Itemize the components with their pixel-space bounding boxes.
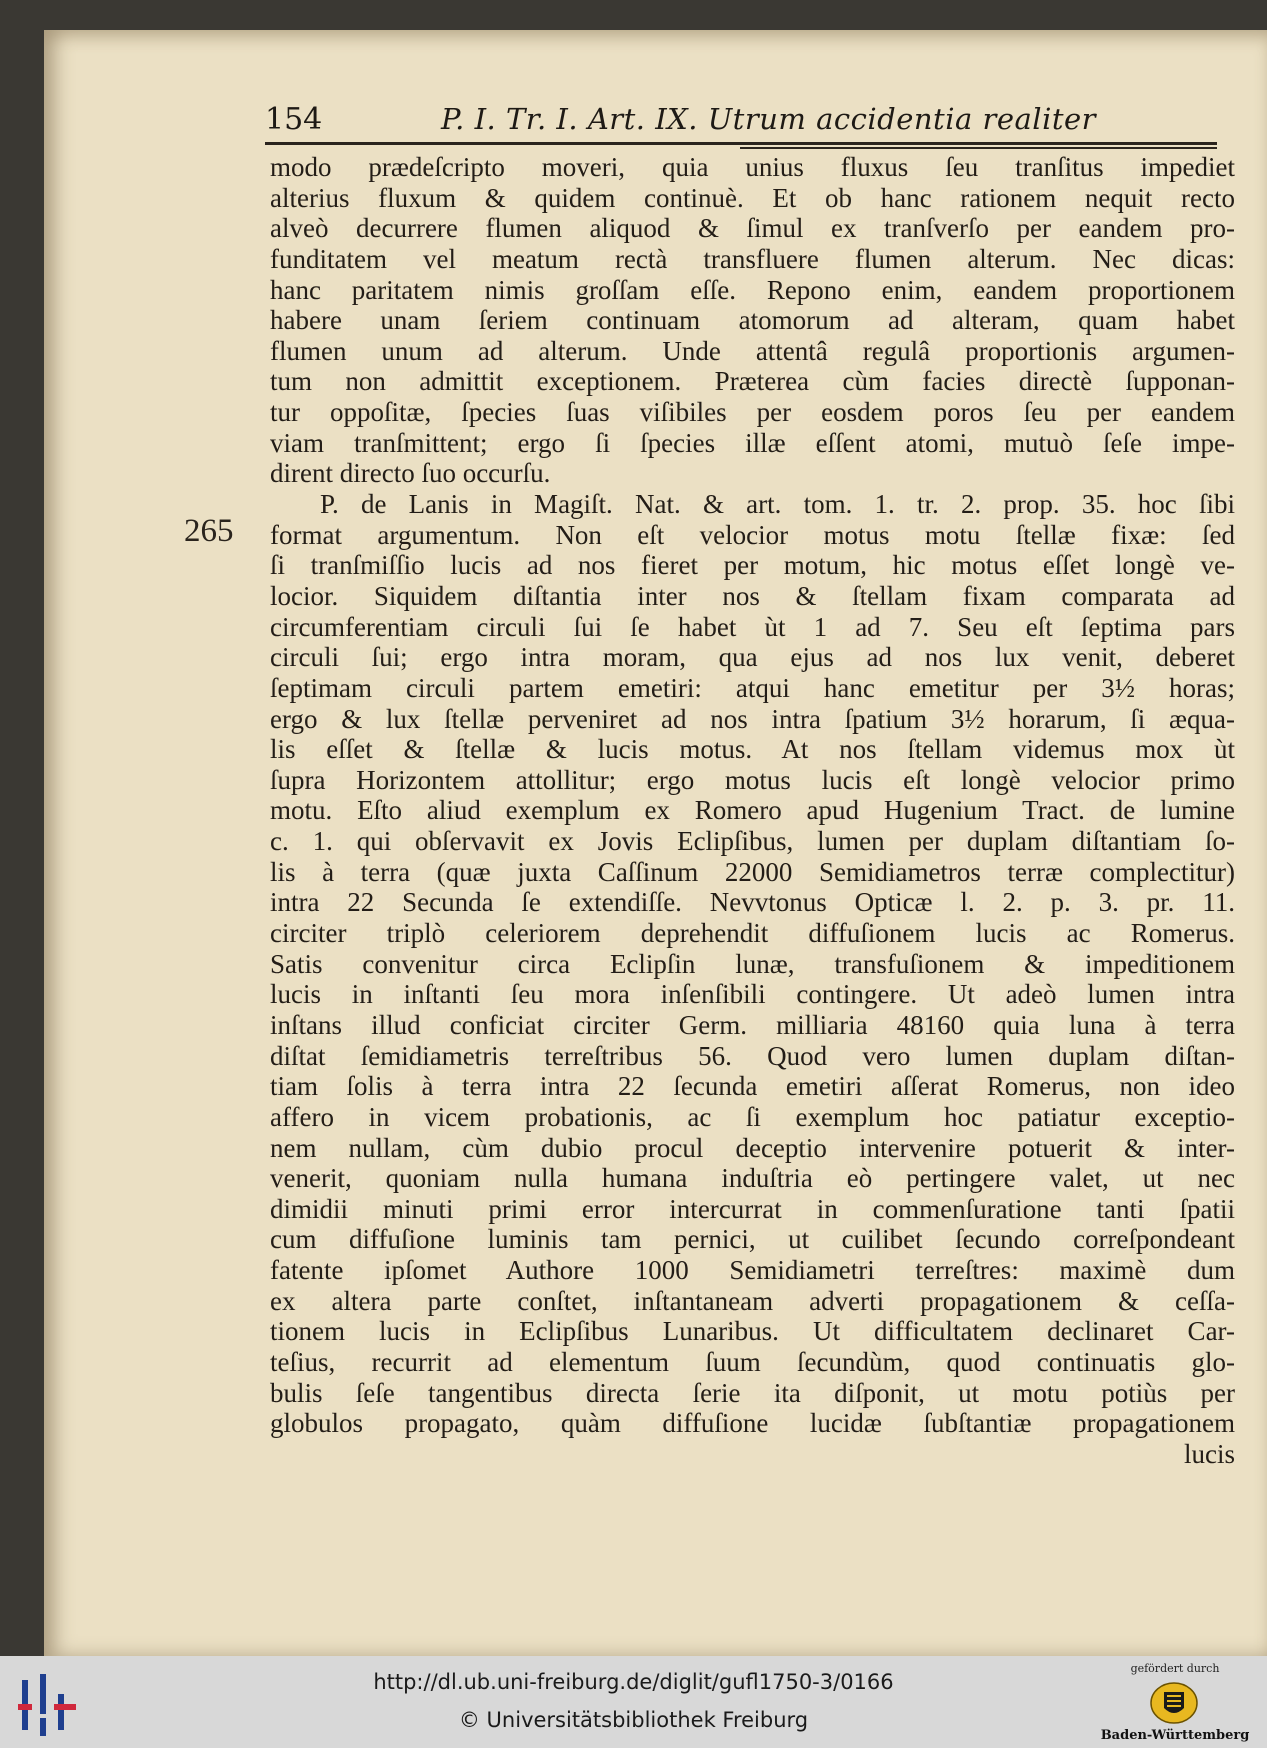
page-header: [265, 100, 1215, 140]
text-line: inſtans illud conficiat circiter Germ. milliaria 48160 quia luna à terra: [270, 1009, 1235, 1040]
text-line: lis eſſet & ſtellæ & lucis motus. At nos ſtellam videmus mox ùt: [270, 734, 1235, 765]
text-line: tiam ſolis à terra intra 22 ſecunda emetiri aſſerat Romerus, non ideo: [270, 1071, 1235, 1102]
text-line: tur oppoſitæ, ſpecies ſuas viſibiles per eosdem poros ſeu per eandem: [270, 397, 1235, 428]
text-line: alterius fluxum & quidem continuè. Et ob hanc rationem nequit recto: [270, 182, 1235, 213]
text-line: circuli ſui; ergo intra moram, qua ejus ad nos lux venit, deberet: [270, 642, 1235, 673]
text-line: teſius, recurrit ad elementum ſuum ſecundùm, quod continuatis glo-: [270, 1346, 1235, 1377]
text-line: lucis: [1184, 1438, 1235, 1469]
text-line: circumferentiam circuli ſui ſe habet ùt 1 ad 7. Seu eſt ſeptima pars: [270, 611, 1235, 642]
text-line: ſi tranſmiſſio lucis ad nos fieret per motum, hic motus eſſet longè ve-: [270, 550, 1235, 581]
text-line: dimidii minuti primi error intercurrat in commenſuratione tanti ſpatii: [270, 1193, 1235, 1224]
running-head: P. I. Tr. I. Art. IX. Utrum accidentia realiter: [441, 102, 1097, 136]
text-line: modo prædeſcripto moveri, quia unius fluxus ſeu tranſitus impediet: [270, 152, 1235, 182]
text-line: tionem lucis in Eclipſibus Lunaribus. Ut difficultatem declinaret Car-: [270, 1316, 1235, 1347]
text-line: flumen unum ad alterum. Unde attentâ regulâ proportionis argumen-: [270, 335, 1235, 366]
text-line: ergo & lux ſtellæ perveniret ad nos intra ſpatium 3½ horarum, ſi æqua-: [270, 703, 1235, 734]
text-line: cum diffuſione luminis tam pernici, ut cuilibet ſecundo correſpondeant: [270, 1224, 1235, 1255]
text-line: funditatem vel meatum rectà transfluere flumen alterum. Nec dicas:: [270, 243, 1235, 274]
text-line: P. de Lanis in Magiſt. Nat. & art. tom. 1. tr. 2. prop. 35. hoc ſibi: [320, 489, 1235, 520]
text-line: intra 22 Secunda ſe extendiſſe. Nevvtonus Opticæ l. 2. p. 3. pr. 11.: [270, 887, 1235, 918]
text-line: motu. Eſto aliud exemplum ex Romero apud Hugenium Tract. de lumine: [270, 795, 1235, 826]
text-line: c. 1. qui obſervavit ex Jovis Eclipſibus, lumen per duplam diſtantiam ſo-: [270, 826, 1235, 857]
text-line: nem nullam, cùm dubio procul deceptio intervenire potuerit & inter-: [270, 1132, 1235, 1163]
text-line: lis à terra (quæ juxta Caſſinum 22000 Semidiametros terræ complectitur): [270, 856, 1235, 887]
text-line: affero in vicem probationis, ac ſi exemplum hoc patiatur exceptio-: [270, 1101, 1235, 1132]
state-seal-icon: [1150, 1682, 1198, 1724]
text-line: habere unam ſeriem continuam atomorum ad alteram, quam habet: [270, 305, 1235, 336]
text-line: venerit, quoniam nulla humana induſtria eò pertingere valet, ut nec: [270, 1163, 1235, 1194]
text-line: dirent directo ſuo occurſu.: [270, 458, 551, 489]
text-line: globulos propagato, quàm diffuſione lucidæ ſubſtantiæ propagationem: [270, 1408, 1235, 1439]
text-line: format argumentum. Non eſt velocior motus motu ſtellæ fixæ: ſed: [270, 519, 1235, 550]
text-line: tum non admittit exceptionem. Præterea cùm facies directè ſupponan-: [270, 366, 1235, 397]
text-line: ſeptimam circuli partem emetiri: atqui hanc emetitur per 3½ horas;: [270, 672, 1235, 703]
body-text: [270, 152, 1235, 1470]
text-line: lucis in inſtanti ſeu mora inſenſibili contingere. Ut adeò lumen intra: [270, 979, 1235, 1010]
margin-note: 265: [184, 513, 234, 549]
text-line: alveò decurrere flumen aliquod & ſimul ex tranſverſo per eandem pro-: [270, 213, 1235, 244]
text-line: ſupra Horizontem attollitur; ergo motus lucis eſt longè velocior primo: [270, 764, 1235, 795]
text-line: diſtat ſemidiametris terreſtribus 56. Quod vero lumen duplam diſtan-: [270, 1040, 1235, 1071]
text-line: ex altera parte conſtet, inſtantaneam adverti propagationem & ceſſa-: [270, 1285, 1235, 1316]
page-number: 154: [265, 102, 323, 137]
header-rule: [265, 142, 1217, 145]
text-line: fatente ipſomet Authore 1000 Semidiametri terreſtres: maximè dum: [270, 1255, 1235, 1286]
text-line: viam tranſmittent; ergo ſi ſpecies illæ eſſent atomi, mutuò ſeſe impe-: [270, 427, 1235, 458]
sponsor-block: [1090, 1662, 1260, 1746]
sponsor-label: gefördert durch: [1130, 1662, 1220, 1675]
text-line: bulis ſeſe tangentibus directa ſerie ita diſponit, ut motu potiùs per: [270, 1377, 1235, 1408]
footer-url[interactable]: http://dl.ub.uni-freiburg.de/diglit/gufl1750-3/0166: [373, 1670, 894, 1694]
text-line: Satis convenitur circa Eclipſin lunæ, transfuſionem & impeditionem: [270, 948, 1235, 979]
text-line: circiter triplò celeriorem deprehendit diffuſionem lucis ac Romerus.: [270, 918, 1235, 949]
footer-bar: [0, 1656, 1267, 1748]
text-line: hanc paritatem nimis groſſam eſſe. Repono enim, eandem proportionem: [270, 274, 1235, 305]
text-line: locior. Siquidem diſtantia inter nos & ſtellam fixam comparata ad: [270, 580, 1235, 611]
sponsor-name: Baden-Württemberg: [1100, 1728, 1250, 1743]
header-rule-secondary: [740, 147, 1217, 149]
footer-copyright: © Universitätsbibliothek Freiburg: [458, 1708, 809, 1732]
